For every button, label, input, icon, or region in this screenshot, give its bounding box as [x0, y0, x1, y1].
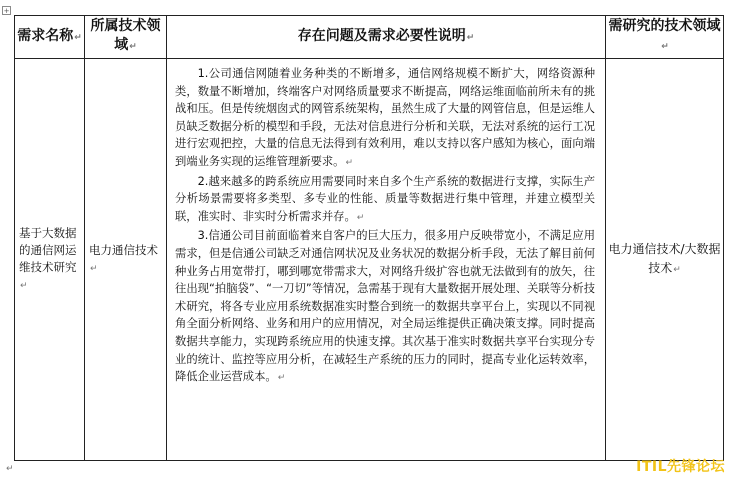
table-move-handle[interactable]: +: [3, 7, 10, 15]
watermark-logo: ITIL先锋论坛: [636, 459, 725, 475]
description-paragraph-1: 1.公司通信网随着业务种类的不断增多，通信网络规模不断扩大，网络资源种类，数量不断增加，终端客户对网络质量要求不断提高，网络运维面临前所未有的挑战和压。但是传统烟囱式的网管系统架构，虽然生成了大量的网管信息，但是运维人员缺乏数据分析的模型和手段，无法对信息进行分析和关联，无法对系统的运行工况进行宏观把控，大量的信息无法得到有效利用，难以支持以客户感知为核心，面向端到端业务实现的运维管理新要求。↵: [175, 67, 595, 168]
paragraph-mark: ↵: [466, 32, 475, 43]
paragraph-mark: ↵: [277, 373, 286, 384]
header-technical-domain: 所属技术领域↵: [85, 16, 167, 59]
paragraph-mark: ↵: [356, 212, 365, 223]
cell-technical-domain: 电力通信技术↵: [85, 59, 167, 461]
table-header-row: [15, 16, 724, 59]
description-paragraph-3: 3.信通公司目前面临着来自客户的巨大压力，很多用户反映带宽小，不满足应用需求，但是信通公司缺乏对通信网状况及业务状况的数据分析手段，无法了解目前何种业务占用宽带打，哪到哪宽带需求大，对网络升级扩容也就无法做到有的放矢，往往出现“拍脑袋”、“一刀切”等情况，急需基于现有大量数据开展处理、关联等分析技术研究，将各专业应用系统数据准实时整合到统一的数据共享平台上，实现以不同视角全面分析网络、业务和用户的应用情况，对全局运维提供正确决策支撑。同时提高数据共享能力，实现跨系统应用的快速支撑。其次基于准实时数据共享平台实现分专业的统计、监控等应用分析，在减轻生产系统的压力的同时，提高专业化运转效率，降低企业运营成本。↵: [175, 229, 595, 384]
paragraph-mark: ↵: [6, 464, 14, 474]
requirements-table: [14, 15, 724, 461]
header-problem-description: 存在问题及需求必要性说明↵: [167, 16, 606, 59]
header-requirement-name: 需求名称↵: [15, 16, 85, 59]
cell-requirement-name: 基于大数据的通信网运维技术研究↵: [15, 59, 85, 461]
paragraph-mark: ↵: [129, 42, 137, 52]
table-row: [15, 59, 724, 461]
cell-problem-description: [167, 59, 606, 461]
paragraph-mark: ↵: [90, 263, 98, 274]
paragraph-mark: ↵: [74, 32, 82, 43]
description-paragraph-2: 2.越来越多的跨系统应用需要同时来自多个生产系统的数据进行支撑，实际生产分析场景需要将多类型、多专业的性能、质量等数据进行集中管理，并建立模型关联，准实时、非实时分析需求并存。↵: [175, 174, 595, 223]
header-research-field: 需研究的技术领域↵: [606, 16, 724, 59]
paragraph-mark: ↵: [661, 42, 669, 52]
paragraph-mark: ↵: [673, 264, 681, 275]
paragraph-mark: ↵: [20, 280, 28, 291]
paragraph-mark: ↵: [345, 157, 354, 168]
cell-research-field: 电力通信技术/大数据技术↵: [606, 59, 724, 461]
